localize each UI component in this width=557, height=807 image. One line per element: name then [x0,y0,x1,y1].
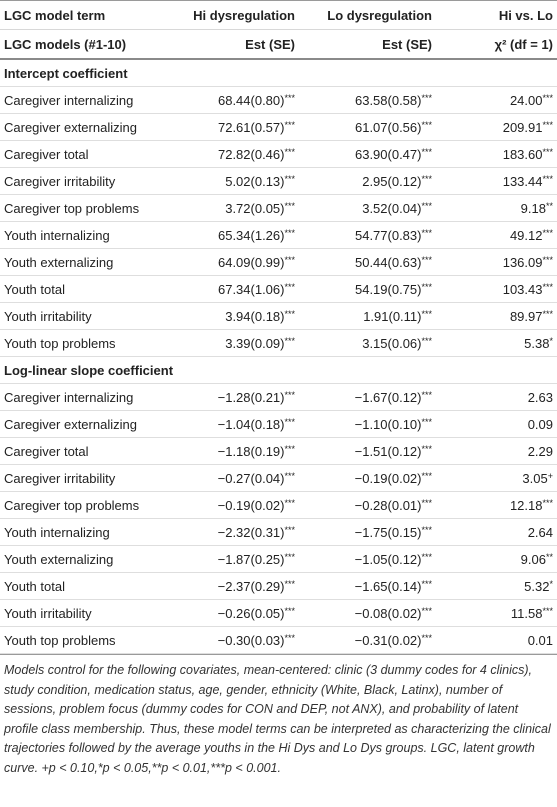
value-text: 24.00 [509,92,543,108]
lo-estimate-cell [299,492,436,519]
significance-marker: *** [421,605,432,616]
chi-square-cell [436,87,557,114]
hi-estimate-cell [172,465,299,492]
value-text: 63.90(0.47) [354,146,422,162]
value-text: 3.15(0.06) [362,335,422,351]
significance-marker: *** [284,524,295,535]
header-hi-dysregulation: Hi dysregulation [172,1,299,30]
model-term-cell: Youth externalizing [0,546,172,573]
lo-estimate-cell [299,546,436,573]
lo-estimate-cell [299,87,436,114]
model-term-cell: Caregiver irritability [0,465,172,492]
table-row [0,600,557,627]
table-row [0,384,557,411]
header-row-2 [0,30,557,60]
lo-estimate-cell [299,627,436,654]
value-text: −1.75(0.15) [354,524,422,540]
value-text: −1.87(0.25) [217,551,285,567]
lo-estimate-cell [299,249,436,276]
value-text: 2.29 [527,443,553,459]
significance-marker: *** [284,281,295,292]
value-text: −1.10(0.10) [354,416,422,432]
model-term-cell: Youth total [0,276,172,303]
table-footnote: Models control for the following covariates, mean-centered: clinic (3 dummy codes for 4 clinics), study condition, medication status, age, gender, ethnicity (White, Black, Latinx), number of sessions, problem focus (dummy codes for CON and DEP, not ANX), and probability of latent profile class membership. Thus, these model terms can be interpreted as characterizing the clinical trajectories followed by the average youths in the Hi Dys and Lo Dys groups. LGC, latent growth curve. +p < 0.10,*p < 0.05,**p < 0.01,***p < 0.001. [0,654,557,778]
model-term-cell: Caregiver irritability [0,168,172,195]
value-text: 54.19(0.75) [354,281,422,297]
header-hi-vs-lo: Hi vs. Lo [436,1,557,30]
significance-marker: *** [542,281,553,292]
value-text: −1.28(0.21) [217,389,285,405]
header-lo-dysregulation: Lo dysregulation [299,1,436,30]
table-row [0,303,557,330]
value-text: 5.32 [524,578,550,594]
significance-marker: *** [421,173,432,184]
significance-marker: *** [542,92,553,103]
lo-estimate-cell [299,573,436,600]
table-row [0,438,557,465]
value-text: 0.09 [527,416,553,432]
value-text: 133.44 [502,173,543,189]
model-term-cell: Caregiver top problems [0,492,172,519]
hi-estimate-cell [172,249,299,276]
lo-estimate-cell [299,384,436,411]
chi-square-cell [436,546,557,573]
chi-square-cell [436,465,557,492]
significance-marker: *** [421,443,432,454]
hi-estimate-cell [172,114,299,141]
hi-estimate-cell [172,222,299,249]
lo-estimate-cell [299,222,436,249]
significance-marker: *** [421,524,432,535]
value-text: 61.07(0.56) [354,119,422,135]
significance-marker: *** [284,497,295,508]
value-text: −1.18(0.19) [217,443,285,459]
value-text: 0.01 [527,632,553,648]
lo-estimate-cell [299,114,436,141]
value-text: 68.44(0.80) [217,92,285,108]
model-term-cell: Caregiver total [0,438,172,465]
significance-marker: *** [421,497,432,508]
significance-marker: *** [421,281,432,292]
table-row [0,222,557,249]
significance-marker: ** [545,551,553,562]
model-term-cell: Youth top problems [0,627,172,654]
value-text: 49.12 [509,227,543,243]
significance-marker: *** [542,119,553,130]
chi-square-cell [436,168,557,195]
table-row [0,465,557,492]
significance-marker: *** [284,92,295,103]
significance-marker: *** [421,632,432,643]
hi-estimate-cell [172,303,299,330]
significance-marker: *** [284,443,295,454]
lo-estimate-cell [299,465,436,492]
table-row [0,330,557,357]
chi-square-cell [436,438,557,465]
model-term-cell: Youth irritability [0,600,172,627]
significance-marker: *** [421,389,432,400]
lo-estimate-cell [299,411,436,438]
header-hi-est-se: Est (SE) [172,30,299,60]
value-text: 3.39(0.09) [225,335,285,351]
section-title: Intercept coefficient [0,59,557,87]
hi-estimate-cell [172,195,299,222]
value-text: 63.58(0.58) [354,92,422,108]
value-text: −1.67(0.12) [354,389,422,405]
table-row [0,249,557,276]
table-row [0,546,557,573]
significance-marker: *** [421,146,432,157]
significance-marker: *** [421,92,432,103]
model-term-cell: Youth externalizing [0,249,172,276]
significance-marker: *** [284,254,295,265]
value-text: 89.97 [509,308,543,324]
significance-marker: *** [542,146,553,157]
value-text: −1.51(0.12) [354,443,422,459]
significance-marker: *** [421,200,432,211]
value-text: 5.02(0.13) [225,173,285,189]
table-row [0,519,557,546]
hi-estimate-cell [172,141,299,168]
significance-marker: *** [284,308,295,319]
table-row [0,168,557,195]
value-text: −0.31(0.02) [354,632,422,648]
significance-marker: *** [284,416,295,427]
significance-marker: *** [284,173,295,184]
significance-marker: *** [542,605,553,616]
significance-marker: *** [284,389,295,400]
chi-square-cell [436,303,557,330]
model-term-cell: Youth top problems [0,330,172,357]
model-term-cell: Caregiver internalizing [0,87,172,114]
value-text: 1.91(0.11) [363,308,422,324]
header-model-term: LGC model term [0,1,172,30]
significance-marker: *** [284,551,295,562]
value-text: −0.08(0.02) [354,605,422,621]
model-term-cell: Caregiver internalizing [0,384,172,411]
value-text: 209.91 [502,119,543,135]
table-row [0,141,557,168]
value-text: 3.05 [522,470,548,486]
significance-marker: *** [421,254,432,265]
significance-marker: *** [542,497,553,508]
significance-marker: * [549,335,553,346]
value-text: 3.94(0.18) [225,308,285,324]
significance-marker: *** [421,470,432,481]
model-term-cell: Youth total [0,573,172,600]
chi-square-cell [436,141,557,168]
value-text: 103.43 [502,281,543,297]
hi-estimate-cell [172,168,299,195]
lo-estimate-cell [299,168,436,195]
significance-marker: *** [284,200,295,211]
value-text: 183.60 [502,146,543,162]
significance-marker: *** [421,335,432,346]
value-text: 2.64 [527,524,553,540]
significance-marker: *** [421,551,432,562]
chi-square-cell [436,114,557,141]
hi-estimate-cell [172,330,299,357]
hi-estimate-cell [172,546,299,573]
significance-marker: *** [421,416,432,427]
significance-marker: *** [542,227,553,238]
hi-estimate-cell [172,438,299,465]
hi-estimate-cell [172,411,299,438]
value-text: 2.95(0.12) [362,173,422,189]
value-text: −0.19(0.02) [217,497,285,513]
value-text: 65.34(1.26) [217,227,285,243]
value-text: 12.18 [509,497,543,513]
header-row-1 [0,1,557,30]
value-text: −0.19(0.02) [354,470,422,486]
table-row [0,87,557,114]
lo-estimate-cell [299,276,436,303]
significance-marker: *** [284,146,295,157]
lo-estimate-cell [299,438,436,465]
table-row [0,114,557,141]
lo-estimate-cell [299,519,436,546]
value-text: −1.05(0.12) [354,551,422,567]
significance-marker: *** [421,308,432,319]
value-text: 50.44(0.63) [354,254,422,270]
significance-marker: *** [421,578,432,589]
significance-marker: *** [284,605,295,616]
value-text: −2.32(0.31) [217,524,285,540]
model-term-cell: Caregiver top problems [0,195,172,222]
chi-square-cell [436,519,557,546]
hi-estimate-cell [172,276,299,303]
value-text: −1.04(0.18) [217,416,285,432]
table-row [0,573,557,600]
lo-estimate-cell [299,141,436,168]
chi-square-cell [436,330,557,357]
value-text: 64.09(0.99) [217,254,285,270]
table-row [0,411,557,438]
table-row [0,492,557,519]
hi-estimate-cell [172,519,299,546]
chi-square-cell [436,492,557,519]
section-header-row [0,59,557,87]
value-text: −0.27(0.04) [217,470,285,486]
lo-estimate-cell [299,303,436,330]
header-chi-square: χ² (df = 1) [436,30,557,60]
value-text: 9.18 [520,200,546,216]
value-text: 3.52(0.04) [362,200,422,216]
chi-square-cell [436,222,557,249]
significance-marker: *** [542,308,553,319]
value-text: 9.06 [520,551,546,567]
value-text: −0.30(0.03) [217,632,285,648]
significance-marker: *** [284,578,295,589]
hi-estimate-cell [172,573,299,600]
hi-estimate-cell [172,627,299,654]
significance-marker: *** [421,227,432,238]
table-row [0,276,557,303]
value-text: −2.37(0.29) [217,578,285,594]
hi-estimate-cell [172,87,299,114]
significance-marker: *** [284,119,295,130]
hi-estimate-cell [172,600,299,627]
value-text: −0.28(0.01) [354,497,422,513]
value-text: 72.82(0.46) [217,146,285,162]
table-row [0,195,557,222]
chi-square-cell [436,195,557,222]
value-text: 67.34(1.06) [217,281,285,297]
chi-square-cell [436,384,557,411]
hi-estimate-cell [172,384,299,411]
model-term-cell: Caregiver total [0,141,172,168]
value-text: 3.72(0.05) [225,200,285,216]
significance-marker: *** [542,254,553,265]
model-term-cell: Youth internalizing [0,519,172,546]
significance-marker: *** [284,632,295,643]
value-text: −0.26(0.05) [217,605,285,621]
table-row [0,627,557,654]
chi-square-cell [436,411,557,438]
lo-estimate-cell [299,600,436,627]
value-text: 54.77(0.83) [354,227,422,243]
value-text: 11.58 [510,605,543,621]
model-term-cell: Youth internalizing [0,222,172,249]
significance-marker: *** [421,119,432,130]
chi-square-cell [436,627,557,654]
header-lgc-models: LGC models (#1-10) [0,30,172,60]
significance-marker: + [547,470,553,481]
model-term-cell: Youth irritability [0,303,172,330]
chi-square-cell [436,249,557,276]
value-text: −1.65(0.14) [354,578,422,594]
hi-estimate-cell [172,492,299,519]
significance-marker: ** [545,200,553,211]
value-text: 136.09 [502,254,543,270]
value-text: 72.61(0.57) [217,119,285,135]
significance-marker: *** [284,227,295,238]
section-title: Log-linear slope coefficient [0,357,557,384]
significance-marker: *** [542,173,553,184]
chi-square-cell [436,600,557,627]
lo-estimate-cell [299,195,436,222]
chi-square-cell [436,276,557,303]
value-text: 5.38 [524,335,550,351]
significance-marker: * [549,578,553,589]
model-term-cell: Caregiver externalizing [0,114,172,141]
model-term-cell: Caregiver externalizing [0,411,172,438]
section-header-row [0,357,557,384]
header-lo-est-se: Est (SE) [299,30,436,60]
lo-estimate-cell [299,330,436,357]
significance-marker: *** [284,470,295,481]
value-text: 2.63 [527,389,553,405]
significance-marker: *** [284,335,295,346]
chi-square-cell [436,573,557,600]
